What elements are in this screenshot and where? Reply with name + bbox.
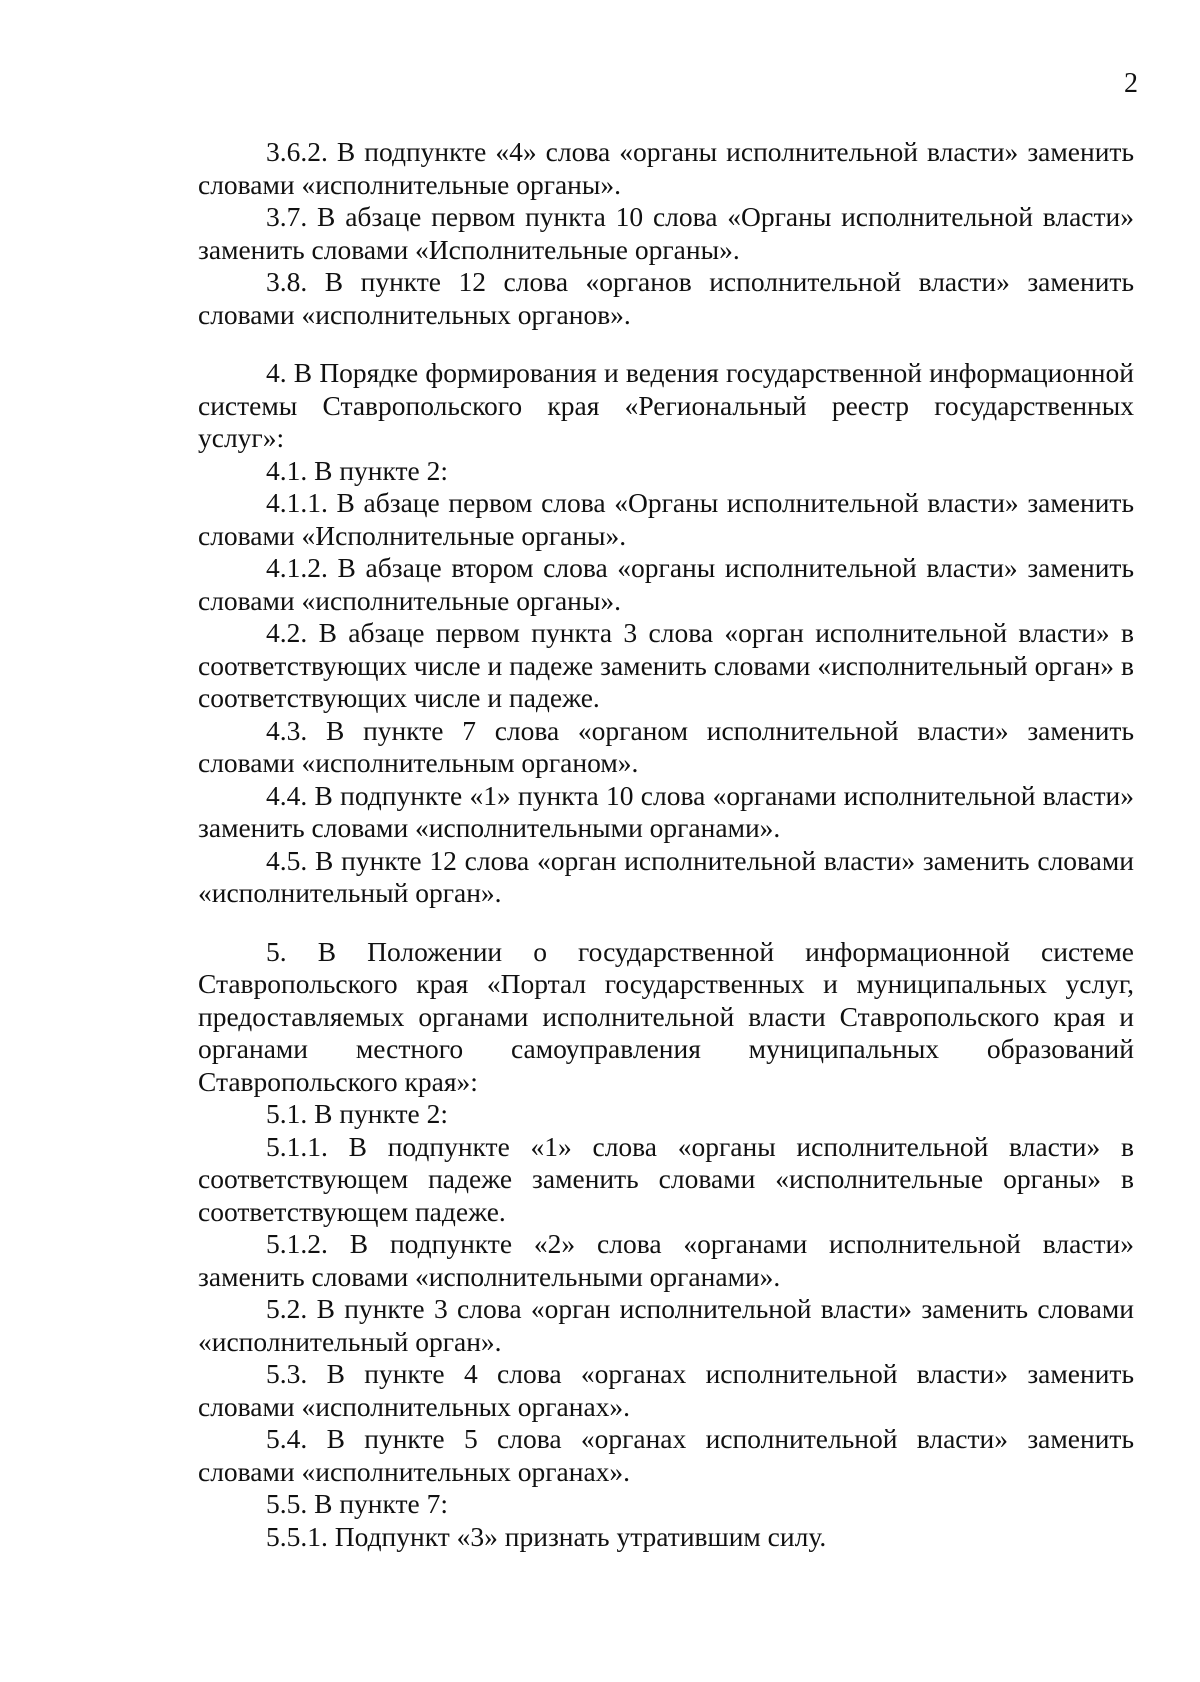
page-number: 2 — [1124, 68, 1138, 99]
paragraph-5-3: 5.3. В пункте 4 слова «органах исполнительной власти» заменить словами «исполнительных органах». — [198, 1358, 1134, 1422]
paragraph-5: 5. В Положении о государственной информационной системе Ставропольского края «Портал государственных и муниципальных услуг, предоставляемых органами исполнительной власти Ставропольского края и органами местного самоуправления муниципальных образований Ставропольского края»: — [198, 935, 1134, 1097]
paragraph-4-1-1: 4.1.1. В абзаце первом слова «Органы исполнительной власти» заменить словами «Исполнительные органы». — [198, 487, 1134, 551]
paragraph-3-8: 3.8. В пункте 12 слова «органов исполнительной власти» заменить словами «исполнительных органов». — [198, 266, 1134, 330]
section-gap — [198, 331, 1134, 357]
section-gap — [198, 910, 1134, 936]
paragraph-5-5-1: 5.5.1. Подпункт «3» признать утратившим силу. — [266, 1520, 827, 1552]
paragraph-3-7: 3.7. В абзаце первом пункта 10 слова «Органы исполнительной власти» заменить словами «Исполнительные органы». — [198, 201, 1134, 265]
paragraph-4: 4. В Порядке формирования и ведения государственной информационной системы Ставропольского края «Региональный реестр государственных услуг»: — [198, 357, 1134, 453]
paragraph-4-1-2: 4.1.2. В абзаце втором слова «органы исполнительной власти» заменить словами «исполнительные органы». — [198, 552, 1134, 616]
paragraph-5-2: 5.2. В пункте 3 слова «орган исполнительной власти» заменить словами «исполнительный орган». — [198, 1293, 1134, 1357]
paragraph-5-5: 5.5. В пункте 7: — [266, 1488, 449, 1519]
paragraph-4-1: 4.1. В пункте 2: — [266, 454, 449, 486]
paragraph-5-1: 5.1. В пункте 2: — [266, 1098, 449, 1129]
paragraph-5-1-1: 5.1.1. В подпункте «1» слова «органы исполнительной власти» в соответствующем падеже заменить словами «исполнительные органы» в соответствующем падеже. — [198, 1130, 1134, 1227]
paragraph-4-4: 4.4. В подпункте «1» пункта 10 слова «органами исполнительной власти» заменить словами «исполнительными органами». — [198, 779, 1134, 843]
paragraph-5-4: 5.4. В пункте 5 слова «органах исполнительной власти» заменить словами «исполнительных органах». — [198, 1423, 1134, 1487]
paragraph-4-5: 4.5. В пункте 12 слова «орган исполнительной власти» заменить словами «исполнительный орган». — [198, 844, 1134, 908]
paragraph-5-1-2: 5.1.2. В подпункте «2» слова «органами исполнительной власти» заменить словами «исполнительными органами». — [198, 1228, 1134, 1292]
document-body — [198, 136, 1134, 1553]
paragraph-4-3: 4.3. В пункте 7 слова «органом исполнительной власти» заменить словами «исполнительным органом». — [198, 714, 1134, 778]
paragraph-3-6-2: 3.6.2. В подпункте «4» слова «органы исполнительной власти» заменить словами «исполнительные органы». — [198, 136, 1134, 200]
paragraph-4-2: 4.2. В абзаце первом пункта 3 слова «орган исполнительной власти» в соответствующих числе и падеже заменить словами «исполнительный орган» в соответствующих числе и падеже. — [198, 617, 1134, 713]
